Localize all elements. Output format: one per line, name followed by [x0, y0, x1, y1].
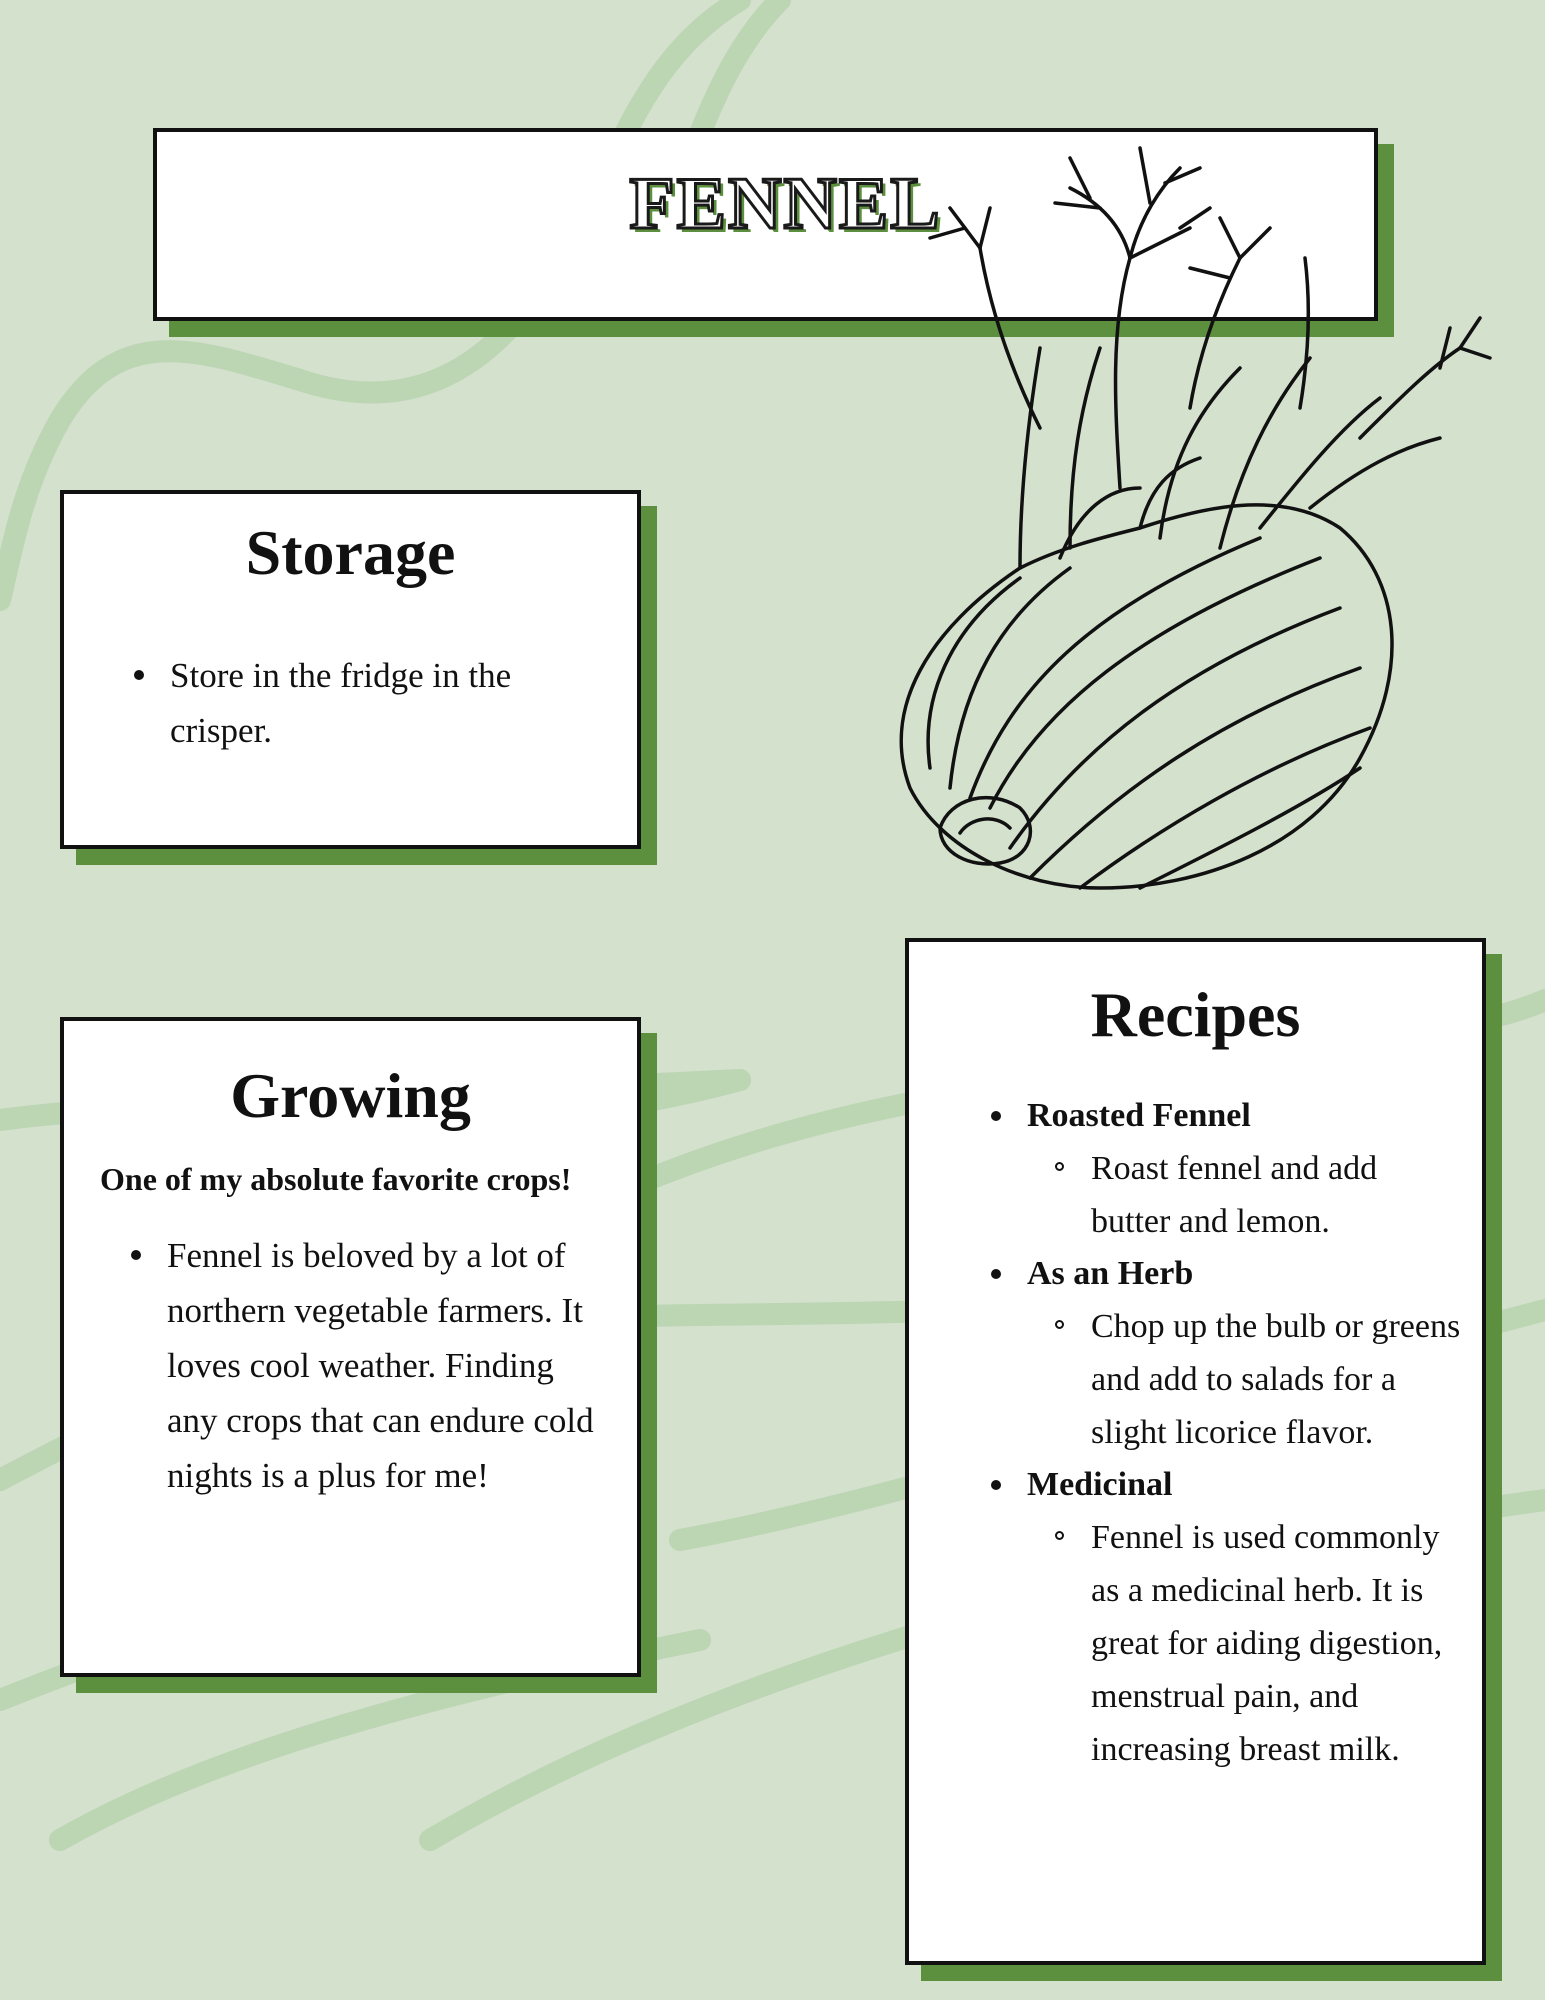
storage-heading: Storage — [245, 517, 456, 588]
recipe-detail: Fennel is used commonly as a medicinal herb. It is great for aiding digestion, menstrual pain, and increasing breast milk. — [1091, 1511, 1461, 1776]
growing-card — [60, 1017, 641, 1677]
recipe-title: As an Herb — [1027, 1248, 1467, 1300]
page-title: FENNEL — [629, 163, 942, 245]
recipe-detail: Roast fennel and add butter and lemon. — [1091, 1142, 1461, 1248]
storage-card — [60, 490, 641, 849]
recipes-heading: Recipes — [1090, 979, 1301, 1050]
growing-heading: Growing — [230, 1060, 471, 1131]
list-item: Fennel is beloved by a lot of northern vegetable farmers. It loves cool weather. Finding any crops that can endure cold nights is a plus for me! — [167, 1228, 607, 1503]
fennel-bulb-illustration — [840, 108, 1500, 898]
list-item: Store in the fridge in the crisper. — [170, 648, 590, 758]
recipe-detail: Chop up the bulb or greens and add to salads for a slight licorice flavor. — [1091, 1300, 1461, 1459]
storage-list — [170, 648, 590, 758]
recipe-title: Roasted Fennel — [1027, 1090, 1467, 1142]
growing-list — [167, 1228, 607, 1503]
recipes-list — [1027, 1090, 1467, 1776]
growing-subheading: One of my absolute favorite crops! — [100, 1161, 572, 1197]
recipe-title: Medicinal — [1027, 1459, 1467, 1511]
recipes-card — [905, 938, 1486, 1965]
